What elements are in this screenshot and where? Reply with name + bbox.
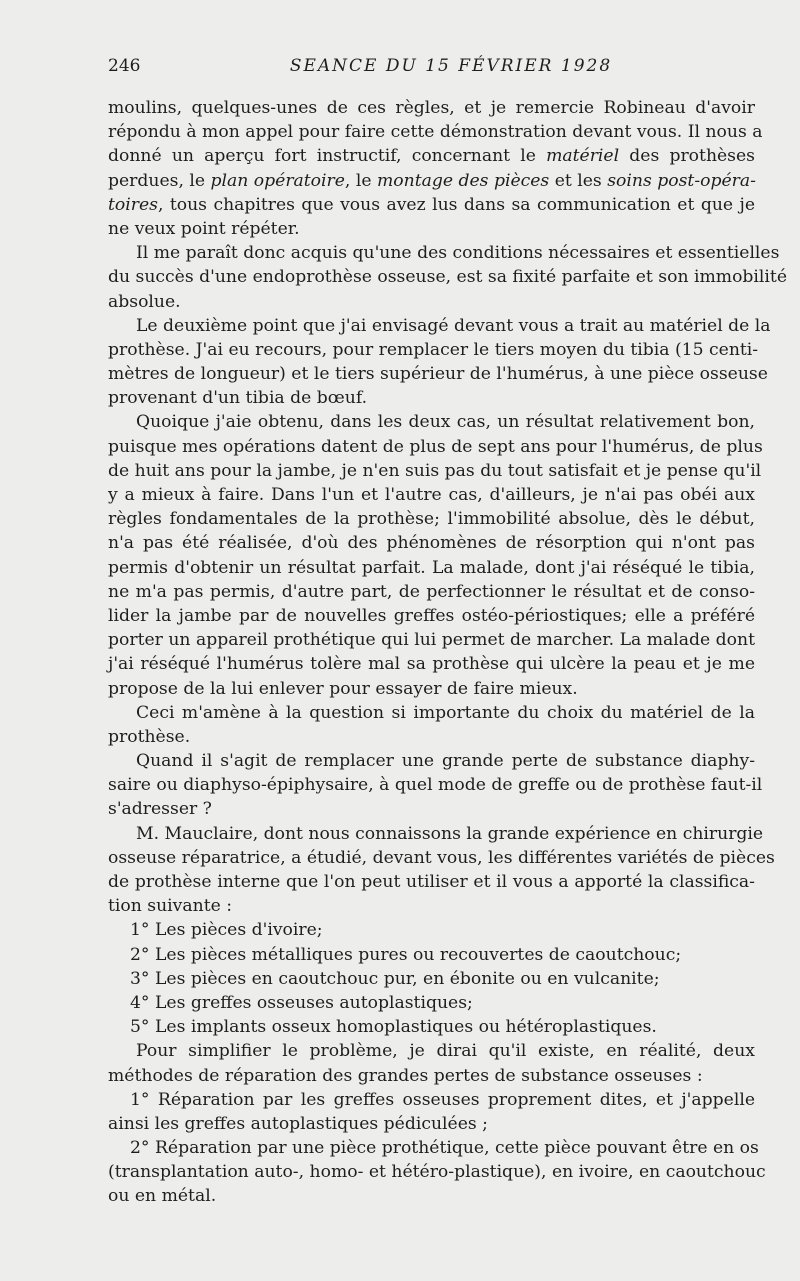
text-run: moulins, quelques-unes de ces règles, et je remercie Robineau d'avoir [108,98,755,118]
page-number: 246 [108,56,141,76]
text-run: mètres de longueur) et le tiers supérieur de l'humérus, à une pièce osseuse [108,364,768,385]
text-line [108,96,755,120]
text-line [108,193,755,217]
text-run: 2° Les pièces métalliques pures ou recouvertes de caoutchouc; [130,944,682,965]
text-run: s'adresser ? [108,799,212,820]
text-run: M. Mauclaire, dont nous connaissons la grande expérience en chirurgie [136,823,764,844]
text-line [108,846,775,870]
italic-run: plan opératoire [210,170,345,191]
italic-run: toires [108,194,158,215]
text-line [108,169,755,193]
text-line [108,120,763,144]
text-run: ne m'a pas permis, d'autre part, de perfectionner le résultat et de conso- [108,581,755,602]
text-line [108,894,755,918]
text-run: Quand il s'agit de remplacer une grande perte de substance diaphy- [136,751,755,772]
text-run: , tous chapitres que vous avez lus dans sa communication et que je [157,194,755,215]
text-line [108,265,787,289]
text-run: absolue. [108,291,181,312]
text-line [108,1160,766,1184]
text-line [108,677,755,701]
text-run: y a mieux à faire. Dans l'un et l'autre cas, d'ailleurs, je n'ai pas obéi aux [108,485,755,505]
text-line [108,1039,755,1063]
text-run: ne veux point répéter. [108,218,300,239]
text-line [108,580,755,604]
text-run: j'ai réséqué l'humérus tolère mal sa prothèse qui ulcère la peau et je me [108,654,755,675]
text-line [108,362,768,386]
text-run: , le [344,170,377,191]
body-text [108,96,787,1209]
text-line [108,701,755,725]
text-run: prothèse. J'ai eu recours, pour remplacer le tiers moyen du tibia (15 centi- [108,339,759,360]
text-run: propose de la lui enlever pour essayer de faire mieux. [108,678,578,699]
text-line [108,652,755,676]
text-run: 1° Réparation par les greffes osseuses proprement dites, et j'appelle [130,1089,755,1110]
text-run: 5° Les implants osseux homoplastiques ou hétéroplastiques. [130,1017,657,1038]
italic-run: montage des pièces [376,170,550,191]
text-run: saire ou diaphyso-épiphysaire, à quel mode de greffe ou de prothèse faut-il [108,775,763,796]
text-run: Le deuxième point que j'ai envisagé devant vous a trait au matériel de la [136,315,771,336]
text-line [108,241,780,265]
text-line [108,217,755,241]
text-line [108,290,755,314]
text-run: provenant d'un tibia de bœuf. [108,388,368,409]
text-run: et les [549,170,608,191]
text-run: tion suivante : [108,896,233,917]
text-line [108,410,755,434]
text-run: puisque mes opérations datent de plus de sept ans pour l'humérus, de plus [108,436,763,457]
text-line [108,435,763,459]
text-line [108,749,755,773]
text-line [108,459,762,483]
text-line [108,1112,755,1136]
text-line [108,773,763,797]
text-line [108,507,755,531]
text-line [108,556,755,580]
text-line [108,144,755,168]
text-run: des prothèses [619,146,755,167]
text-line [108,1136,759,1160]
running-header [108,56,754,80]
text-line [108,967,755,991]
text-run: ainsi les greffes autoplastiques pédiculées ; [108,1113,488,1134]
text-run: de huit ans pour la jambe, je n'en suis pas du tout satisfait et je pense qu'il [108,460,762,481]
text-run: répondu à mon appel pour faire cette démonstration devant vous. Il nous a [108,122,763,143]
text-run: méthodes de réparation des grandes pertes de substance osseuses : [108,1065,703,1086]
italic-run: soins post-opéra- [607,170,756,191]
text-line [108,1184,755,1208]
text-run: prothèse. [108,726,191,747]
text-line [108,604,755,628]
text-run: 2° Réparation par une pièce prothétique, cette pièce pouvant être en os [130,1138,759,1159]
text-line [108,386,755,410]
text-line [108,797,755,821]
text-line [108,1015,755,1039]
text-line [108,870,755,894]
text-run: (transplantation auto-, homo- et hétéro-plastique), en ivoire, en caoutchouc [108,1162,766,1183]
text-line [108,991,755,1015]
text-run: Ceci m'amène à la question si importante du choix du matériel de la [136,702,755,723]
text-line [108,822,764,846]
text-line [108,483,755,507]
text-line [108,628,755,652]
text-run: porter un appareil prothétique qui lui permet de marcher. La malade dont [108,630,755,651]
text-run: Quoique j'aie obtenu, dans les deux cas, un résultat relativement bon, [136,412,755,433]
text-run: Pour simplifier le problème, je dirai qu'il existe, en réalité, deux [136,1041,755,1062]
text-run: ou en métal. [108,1186,217,1207]
text-run: Il me paraît donc acquis qu'une des conditions nécessaires et essentielles [136,243,780,264]
text-line [108,1088,755,1112]
text-run: 4° Les greffes osseuses autoplastiques; [130,992,473,1013]
text-line [108,943,755,967]
text-run: du succès d'une endoprothèse osseuse, est sa fixité parfaite et son immobilité [108,267,787,288]
text-run: osseuse réparatrice, a étudié, devant vous, les différentes variétés de pièces [108,847,775,868]
text-run: perdues, le [108,170,211,191]
text-run: 1° Les pièces d'ivoire; [130,920,323,941]
text-line [108,1064,755,1088]
text-line [108,725,755,749]
text-run: lider la jambe par de nouvelles greffes ostéo-périostiques; elle a préféré [108,605,755,626]
text-line [108,531,755,555]
text-line [108,338,759,362]
text-run: n'a pas été réalisée, d'où des phénomènes de résorption qui n'ont pas [108,533,755,554]
text-line [108,918,755,942]
running-title: SEANCE DU 15 FÉVRIER 1928 [289,56,613,76]
text-run: 3° Les pièces en caoutchouc pur, en ébonite ou en vulcanite; [130,968,660,989]
text-run: règles fondamentales de la prothèse; l'immobilité absolue, dès le début, [108,509,755,530]
text-run: permis d'obtenir un résultat parfait. La malade, dont j'ai réséqué le tibia, [108,557,755,578]
italic-run: matériel [546,146,620,167]
text-line [108,314,771,338]
text-run: donné un aperçu fort instructif, concernant le [108,146,547,167]
text-run: de prothèse interne que l'on peut utiliser et il vous a apporté la classifica- [108,872,755,892]
